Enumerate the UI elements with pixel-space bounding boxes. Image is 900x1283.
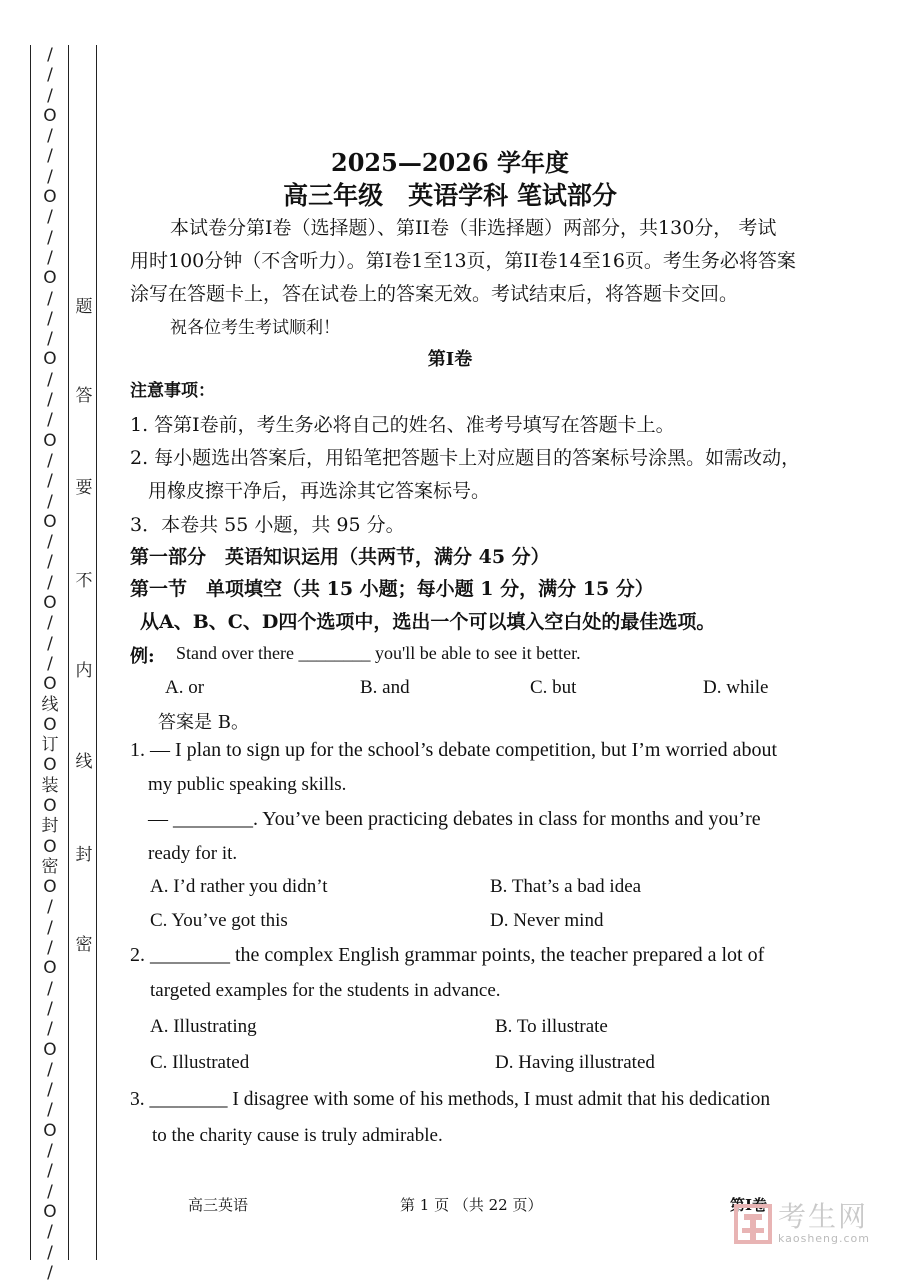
question-2-line-1: 2. ________ the complex English grammar points, the teacher prepared a lot of [130, 944, 765, 966]
example-option-b: B. and [360, 677, 410, 698]
binding-mark: / [47, 207, 53, 228]
binding-mark: O [43, 755, 57, 776]
part1-title: 第一部分 英语知识运用（共两节，满分 45 分） [130, 546, 550, 568]
question-1-option-b: B. That’s a bad idea [490, 876, 642, 897]
example-label: 例: [130, 646, 155, 667]
question-2-option-d: D. Having illustrated [495, 1052, 655, 1073]
binding-mark: / [47, 390, 53, 411]
binding-mark: / [47, 65, 53, 86]
binding-mark: 线 [41, 694, 59, 715]
question-3-line-2: to the charity cause is truly admirable. [152, 1125, 443, 1146]
binding-mark: 订 [41, 735, 59, 756]
binding-mark: O [43, 187, 57, 208]
question-1-line-1: 1. — I plan to sign up for the school’s debate competition, but I’m worried about [130, 739, 778, 761]
section1-title: 第一节 单项填空（共 15 小题；每小题 1 分，满分 15 分） [130, 578, 654, 600]
footer-section: 第I卷 [730, 1196, 768, 1214]
margin-line-outer [30, 45, 31, 1260]
watermark-url: kaosheng.com [777, 1232, 870, 1245]
watermark-logo-icon [734, 1204, 772, 1244]
section-title: 第I卷 [427, 349, 473, 370]
binding-mark: O [43, 1039, 57, 1060]
question-2-line-2: targeted examples for the students in advance. [150, 980, 501, 1001]
binding-mark: O [43, 714, 57, 735]
binding-mark: / [47, 1222, 53, 1243]
binding-mark: O [43, 674, 57, 695]
binding-mark: / [47, 410, 53, 431]
binding-mark: / [47, 653, 53, 674]
binding-mark: / [47, 633, 53, 654]
question-2-option-b: B. To illustrate [495, 1016, 608, 1037]
binding-mark: / [47, 532, 53, 553]
binding-mark: / [47, 1161, 53, 1182]
binding-mark: O [43, 836, 57, 857]
binding-mark: / [47, 471, 53, 492]
binding-mark: 装 [41, 775, 59, 796]
exam-title: 高三年级 英语学科 笔试部分 [283, 181, 617, 210]
example-option-d: D. while [703, 677, 769, 698]
binding-mark: / [47, 1242, 53, 1263]
notes-item-2-cont: 用橡皮擦干净后，再选涂其它答案标号。 [148, 480, 491, 502]
binding-mark: / [47, 329, 53, 350]
school-year-title: 2025—2026 学年度 [331, 148, 569, 177]
binding-mark: O [43, 958, 57, 979]
binding-mark: / [47, 552, 53, 573]
notes-item-2: 2. 每小题选出答案后，用铅笔把答题卡上对应题目的答案标号涂黑。如需改动， [130, 447, 801, 469]
binding-mark: O [43, 349, 57, 370]
binding-mark: O [43, 1120, 57, 1141]
example-stem: Stand over there ________ you'll be able to see it better. [176, 643, 581, 663]
binding-mark: / [47, 369, 53, 390]
binding-mark: / [47, 1080, 53, 1101]
binding-mark: O [43, 105, 57, 126]
notice-char: 题 [75, 297, 93, 317]
intro-line-2: 用时100分钟（不含听力）。第I卷1至13页，第II卷14至16页。考生务必将答案 [130, 250, 796, 272]
watermark-name: 考生网 [777, 1200, 868, 1233]
example-answer: 答案是 B。 [158, 712, 249, 733]
binding-mark: / [47, 1019, 53, 1040]
question-1-option-c: C. You’ve got this [150, 910, 288, 931]
binding-mark: O [43, 511, 57, 532]
binding-mark: O [43, 1201, 57, 1222]
binding-mark: / [47, 45, 53, 65]
intro-line-3: 涂写在答题卡上，答在试卷上的答案无效。考试结束后，将答题卡交回。 [130, 283, 739, 305]
binding-mark: O [43, 593, 57, 614]
binding-mark: / [47, 978, 53, 999]
question-2-option-a: A. Illustrating [150, 1016, 257, 1037]
intro-wish: 祝各位考生考试顺利！ [170, 318, 340, 338]
binding-mark: / [47, 938, 53, 959]
binding-mark: / [47, 450, 53, 471]
notice-char: 答 [75, 386, 93, 406]
binding-mark: 封 [41, 816, 59, 837]
binding-mark: / [47, 917, 53, 938]
binding-mark: / [47, 227, 53, 248]
binding-mark: / [47, 247, 53, 268]
binding-mark: / [47, 1141, 53, 1162]
binding-mark: O [43, 430, 57, 451]
binding-mark: / [47, 146, 53, 167]
intro-line-1: 本试卷分第I卷（选择题）、第II卷（非选择题）两部分，共130分， 考试 [170, 217, 777, 239]
binding-mark: / [47, 166, 53, 187]
margin-line-text [96, 45, 97, 1260]
question-1-option-a: A. I’d rather you didn’t [150, 876, 328, 897]
binding-mark: O [43, 877, 57, 898]
binding-mark: / [47, 1100, 53, 1121]
notice-char: 不 [75, 571, 93, 591]
binding-mark: / [47, 1262, 53, 1283]
watermark [734, 1202, 870, 1245]
binding-mark: / [47, 85, 53, 106]
notice-char: 线 [75, 752, 93, 772]
question-1-option-d: D. Never mind [490, 910, 604, 931]
footer-page-number: 第 1 页 （共 22 页） [400, 1196, 543, 1214]
notice-char: 密 [75, 935, 93, 955]
binding-mark: / [47, 126, 53, 147]
binding-mark: O [43, 268, 57, 289]
notes-item-1: 1. 答第I卷前，考生务必将自己的姓名、准考号填写在答题卡上。 [130, 414, 675, 436]
notice-char: 内 [75, 661, 93, 681]
question-1-line-4: ready for it. [148, 843, 238, 864]
question-1-line-3: — ________. You’ve been practicing debates in class for months and you’re [148, 808, 761, 830]
section1-instruction: 从A、B、C、D四个选项中，选出一个可以填入空白处的最佳选项。 [140, 611, 716, 633]
binding-mark: / [47, 1181, 53, 1202]
example-option-c: C. but [530, 677, 577, 698]
binding-mark: / [47, 897, 53, 918]
example-option-a: A. or [165, 677, 205, 698]
binding-seal-column [38, 45, 62, 1283]
binding-mark: / [47, 998, 53, 1019]
binding-mark: / [47, 308, 53, 329]
binding-mark: / [47, 572, 53, 593]
binding-mark: / [47, 613, 53, 634]
margin-line-inner [68, 45, 69, 1260]
binding-mark: O [43, 795, 57, 816]
footer-subject: 高三英语 [188, 1196, 249, 1214]
notes-heading: 注意事项： [130, 381, 215, 401]
binding-mark: / [47, 288, 53, 309]
question-3-line-1: 3. ________ I disagree with some of his methods, I must admit that his dedication [130, 1089, 771, 1110]
binding-mark: / [47, 1059, 53, 1080]
binding-mark: 密 [41, 856, 59, 877]
question-1-line-2: my public speaking skills. [148, 774, 347, 795]
notice-char: 要 [75, 478, 93, 498]
binding-mark: / [47, 491, 53, 512]
notice-char: 封 [75, 845, 93, 865]
question-2-option-c: C. Illustrated [150, 1052, 250, 1073]
notes-item-3: 3．本卷共 55 小题，共 95 分。 [130, 514, 405, 536]
